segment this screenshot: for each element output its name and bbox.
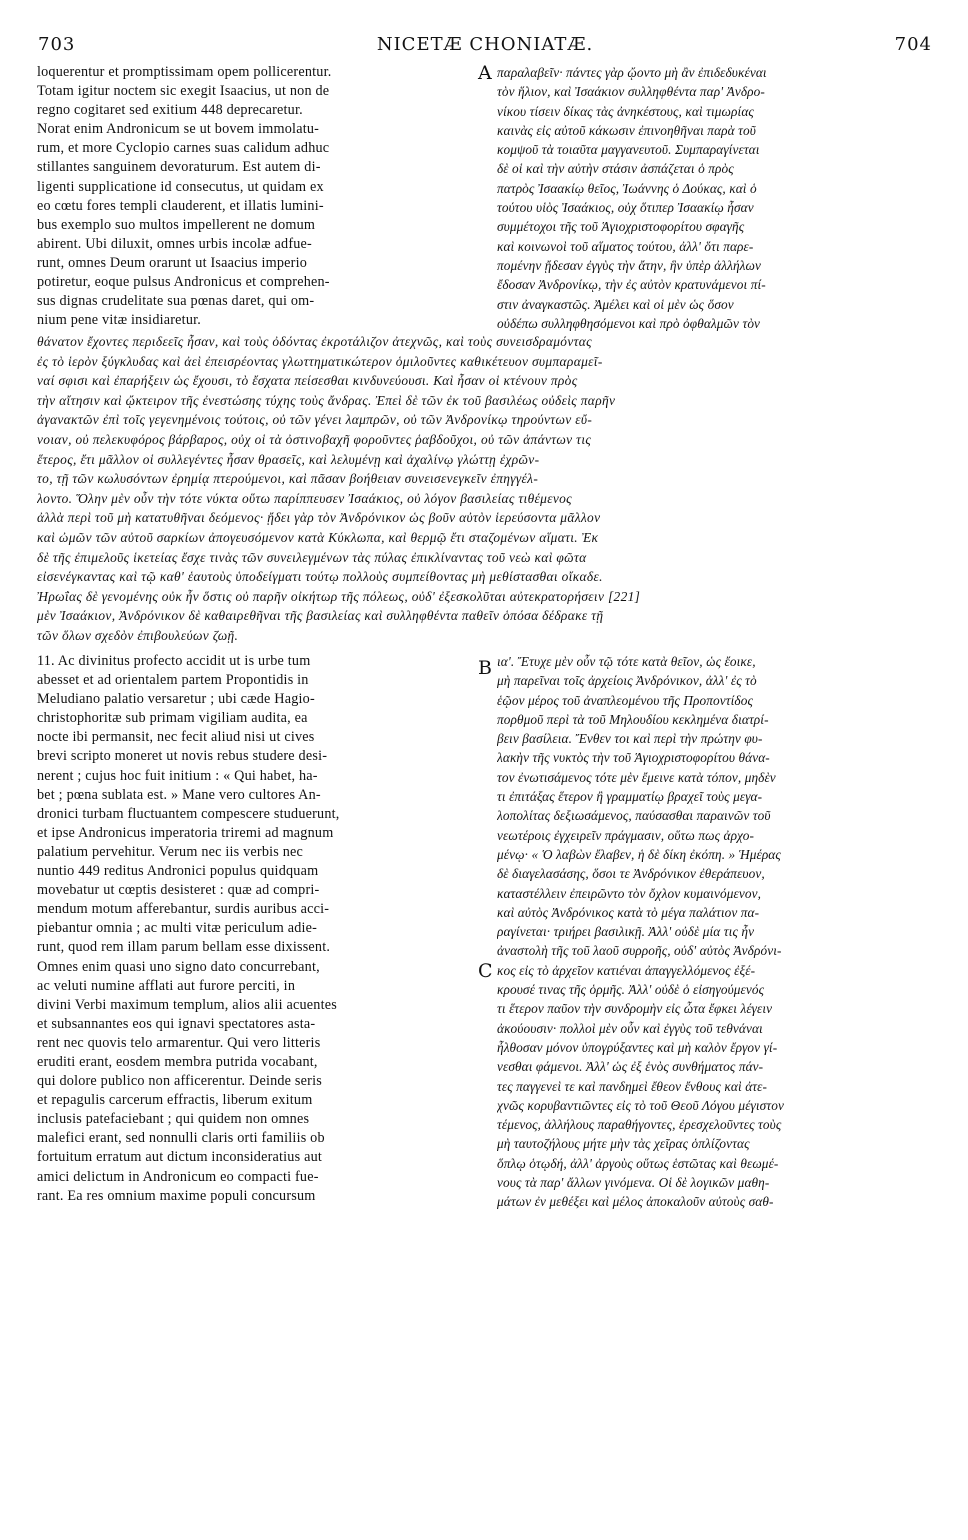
greek-text-line: ἕτερος, ἔτι μᾶλλον οἱ συλλεγέντες ἦσαν θρασεῖς, καὶ λελυμένῃ καὶ ἀχαλίνῳ γλώττῃ ἐχρῶν- [37,451,540,467]
latin-text-line: mendum motum afferebantur, surdis auribus acci- [37,901,330,918]
greek-text-line: τὴν αἴτησιν καὶ ᾤκτειρον τῆς ἐνεστώσης τύχης τοὺς ἄνδρας. Ἐπεὶ δὲ τῶν ἐκ τοῦ βασιλέως οὐδεὶς παρῆν [37,392,616,408]
greek-text-line: χνῶς κορυβαντιῶντες εἰς τὸ τοῦ Θεοῦ Λόγου μέγιστον [497,1097,784,1113]
latin-text-line: rum, et more Cyclopio carnes suas calidum adhuc [37,140,330,157]
latin-text-line: stillantes sanguinem devoraturum. Est autem di- [37,159,321,176]
right-page-number: 704 [894,34,932,55]
greek-text-line: δὲ τῆς ἐπιμελοῦς ἱκετείας ἔσχε τινὰς τῶν συνειλεγμένων τὰς πύλας ἐπικλίναντας τοῦ νεὼ καὶ φῶτα [37,549,587,565]
greek-text-line: ἀλλὰ περὶ τοῦ μὴ κατατυθῆναι δεόμενος· ᾔδει γὰρ τὸν Ἀνδρόνικον ὡς βοῦν αὐτὸν ἱερεύσοντα μᾶλλον [37,510,601,526]
latin-text-line: christophoritæ sub primam vigiliam audita, ea [37,710,308,727]
latin-text-line: et subsannantes eos qui ignavi spectatores asta- [37,1015,316,1032]
latin-text-line: palatium pervehitur. Verum nec iis verbis nec [37,843,304,860]
greek-text-line: πατρὸς Ἰσαακίῳ θεῖος, Ἰωάννης ὁ Δούκας, καὶ ὁ [497,180,757,196]
greek-text-line: τέμενος, ἀλλήλους παραθήγοντες, ἐρεσχελοῦντες τοὺς [497,1117,782,1133]
latin-text-line: Totam igitur noctem sic exegit Isaacius, ut non de [37,83,330,100]
latin-text-line: nerent ; cujus hoc fuit initium : « Qui habet, ha- [37,767,318,784]
latin-text-line: bus exemplo suo multos impellerent ne domum [37,216,316,233]
greek-text-line: ἔδοσαν Ἀνδρονίκῳ, τὴν ἐς αὐτὸν κρατυνάμενοι πί- [497,277,766,293]
greek-text-line: ραγίνεται· τριήρει βασιλικῇ. Ἀλλ' οὐδὲ μία τις ἦν [497,924,755,940]
greek-text-line: νεωτέροις ἐγχειρεῖν πράγμασιν, οὕτω πως ἀρχο- [497,827,754,843]
greek-text-line: καινὰς εἰς αὐτοῦ κάκωσιν ἐπινοηθῆναι παρὰ τοῦ [497,122,756,138]
greek-text-line: στιν ἀναγκαστῶς. Ἀμέλει καὶ οἱ μὲν ὡς ὅσον [497,296,734,312]
greek-text-line: πομένην ᾔδεσαν ἐγγὺς τὴν ἄτην, ἣν ὑπὲρ ἀλλήλων [497,257,762,273]
latin-text-line: ligenti supplicatione id consecutus, ut quidam ex [37,178,324,195]
greek-text-line: καὶ κοινωνοὶ τοῦ αἵματος τούτου, ἀλλ' ὅτι παρε- [497,238,754,254]
latin-text-line: runt, omnes Deum orarunt ut Isaacius imperio [37,254,308,271]
greek-text-line: ἀναστολὴ τῆς τοῦ λαοῦ συρροῆς, οὐδ' αὐτὸς Ἀνδρόνι- [497,943,782,959]
greek-text-line: νοιαν, οὐ πελεκυφόρος βάρβαρος, οὐχ οἱ τὰ ὀστινοβαχῆ φοροῦντες ῥαβδοῦχοι, οὐ τῶν ἁπάντων τις [37,431,592,447]
greek-text-line: λοπολίτας δεξιωσάμενος, παύσασθαι παραινῶν τοῦ [497,808,771,824]
latin-text-line: Omnes enim quasi uno signo dato concurrebant, [37,958,320,975]
margin-mark-a: A [478,62,492,84]
greek-text-line: ἐς τὸ ἱερὸν ξύγκλυδας καὶ ἀεὶ ἐπεισρέοντας γλωττηματικώτερον ὁμιλοῦντες καθικέτευον συμπαραμεῖ- [37,353,603,369]
greek-text-line: μάτων ἐν μεθέξει καὶ μέλος ἀποκαλοῦν αὐτοὺς σαθ- [497,1194,774,1210]
latin-text-line: bet ; pœna sublata est. » Mane vero cultores An- [37,786,321,803]
latin-column-section-1 [37,63,473,333]
running-title: NICETÆ CHONIATÆ. [376,34,594,55]
latin-text-line: Norat enim Andronicum se ut bovem immolatu- [37,121,320,138]
greek-text-line: τούτου υἱὸς Ἰσαάκιος, οὐχ ὅτιπερ Ἰσαακίῳ ἦσαν [497,200,754,216]
greek-text-line: τες παγγενεὶ τε καὶ πανδημεὶ ἔθεον ἔνθους καὶ ἀτε- [497,1078,768,1094]
latin-text-line: loquerentur et promptissimam opem pollicerentur. [37,64,332,80]
greek-text-line: τὸν ἥλιον, καὶ Ἰσαάκιον συλληφθέντα παρ' Ἀνδρο- [497,84,765,100]
latin-text-line: qui dolore publico non afficerentur. Deinde seris [37,1073,322,1090]
greek-text-line: δὲ οἱ καὶ τὴν αὐτὴν στάσιν ἀσπάζεται ὁ πρὸς [497,161,734,177]
greek-text-line: μένῳ· « Ὁ λαβὼν ἔλαβεν, ἡ δὲ δίκη ἐκόπη. » Ἡμέρας [497,846,781,862]
greek-column-section-1 [497,63,935,337]
latin-text-line: et ipse Andronicus imperatoria triremi ad magnum [37,824,334,841]
latin-text-line: amici delictum in Andronicum eo compacti fue- [37,1168,319,1185]
latin-column-section-2 [37,652,473,1214]
greek-text-line: καὶ ὠμῶν τῶν αὐτοῦ σαρκίων ἀπογευσόμενον κατὰ Κύκλωπα, καὶ θερμῷ ἔτι σταζομένων αἵματι. Ἐκ [37,529,599,545]
latin-text-line: runt, quod rem illam parum bellam esse dixissent. [37,939,331,956]
greek-text-line: νους τὰ παρ' ἄλλων γινόμενα. Οἱ δὲ λογικῶν μαθη- [497,1175,770,1191]
greek-text-line: οὐδέπω συλληφθησόμενοι καὶ πρὸ ὀφθαλμῶν τὸν [497,315,761,331]
latin-text-line: Meludiano palatio versaretur ; ubi cæde Hagio- [37,691,315,708]
greek-column-section-2 [497,652,935,1218]
latin-text-line: ac veluti numine afflati aut furore perciti, in [37,977,296,994]
running-header [38,34,932,60]
greek-text-line: ἦλθοσαν μόνον ὑπογρύξαντες καὶ μὴ καλὸν ἔργον γί- [497,1039,778,1055]
latin-text-line: rent nec quovis telo armarentur. Qui vero litteris [37,1034,321,1051]
latin-text-line: fortuitum erratum aut dictum inconsideratius aut [37,1149,323,1166]
left-page-number: 703 [38,34,76,55]
greek-text-line: κος εἰς τὸ ἀρχεῖον κατιέναι ἀπαγγελλόμενος ἐξέ- [497,962,756,978]
greek-text-line: τι ἐπιτάξας ἕτερον ἢ γραμματίῳ βραχεῖ τοὺς μεγα- [497,789,763,805]
greek-text-line: τι ἕτερον παῦον τὴν συνδρομὴν εἰς ὦτα ἔφκει λέγειν [497,1001,773,1017]
greek-text-line: ἀγανακτῶν ἐπὶ τοῖς γεγενημένοις τούτοις, οὐ τῶν γένει λαμπρῶν, οὐ τῶν Ἀνδρονίκῳ τηρούντων εὔ- [37,412,593,428]
latin-text-line: eruditi erant, eosdem membra putrida vocabant, [37,1053,318,1070]
latin-text-line: et repagulis carcerum effractis, liberum exitum [37,1092,313,1109]
greek-text-line: εἰσενέγκαντας καὶ τῷ καθ' ἑαυτοὺς ὑποδείγματι τούτῳ πολλοὺς συμπείθοντας μὴ μεθίστασθαι οἴκαδε. [37,569,603,585]
margin-mark-b: B [478,657,492,679]
greek-text-line: λακὴν τῆς νυκτὸς τὴν τοῦ Ἁγιοχριστοφορίτου θάνα- [497,750,770,766]
greek-text-line: δὲ διαγελασάσης, ὅσοι τε Ἀνδρόνικον ἐθεράπευον, [497,866,765,882]
greek-text-line: βειν βασίλεια. Ἔνθεν τοι καὶ περὶ τὴν πρώτην φυ- [497,731,763,747]
latin-text-line: eo cœtu fores templi clauderent, et illatis lumini- [37,197,324,214]
greek-text-line: κρουσέ τινας τῆς ὁρμῆς. Ἀλλ' οὐδὲ ὁ εἰσηγούμενός [497,982,765,998]
latin-text-line: dronici turbam fluctuantem compescere studuerunt, [37,805,340,822]
latin-text-line: nocte ibi permansit, nec fecit aliud nisi ut cives [37,729,315,746]
latin-text-line: potiretur, eoque pulsus Andronicus et comprehen- [37,274,330,291]
latin-text-line: movebatur ut cœptis desisteret : quæ ad compri- [37,882,320,899]
latin-text-line: nuntio 449 reditus Andronici populus quidquam [37,863,319,880]
latin-text-line: divini Verbi maximum templum, alios alii acuentes [37,996,337,1013]
greek-text-line: μὲν Ἰσαάκιον, Ἀνδρόνικον δὲ καθαιρεθῆναι τῆς βασιλείας καὶ συλληφθέντα παθεῖν ὁπόσα δέδρακε τῇ [37,608,604,624]
greek-text-line: συμμέτοχοι τῆς τοῦ Ἁγιοχριστοφορίτου σφαγῆς [497,219,745,235]
greek-text-line: παραλαβεῖν· πάντες γὰρ ᾤοντο μὴ ἂν ἐπιδεδυκέναι [497,65,767,80]
greek-text-line: ια'. Ἔτυχε μὲν οὖν τῷ τότε κατὰ θεῖον, ὡς ἔοικε, [497,654,756,669]
margin-mark-c: C [478,960,493,982]
greek-text-line: ἀκούουσιν· πολλοὶ μὲν οὖν καὶ ἐγγὺς τοῦ τεθνάναι [497,1020,763,1036]
latin-text-line: rant. Ea res omnium maxime populi concursum [37,1187,316,1204]
greek-text-line: ὅπλῳ ὁτῳδή, ἀλλ' ἀργοὺς οὕτως ἑστῶτας καὶ θεωμέ- [497,1155,779,1171]
greek-text-line: Ἠρωΐας δὲ γενομένης οὐκ ἦν ὅστις οὐ παρῆν οἰκήτωρ τῆς πόλεως, οὐδ' ἐξεσκολῦται αὐτεκρατορήσειν [221] [37,588,641,604]
latin-text-line: inclusis patefaciebant ; qui quidem non omnes [37,1111,310,1128]
latin-text-line: sus dignas crudelitate sua pœnas daret, qui om- [37,293,315,310]
greek-text-line: το, τῇ τῶν κωλυσόντων ἐρημίᾳ πτερούμενοι, καὶ πᾶσαν βοήθειαν συνεισενεγκεῖν ἐπηγγέλ- [37,471,539,487]
greek-text-line: καταστέλλειν ἐπειρῶντο τὸν ὄχλον κυμαινόμενον, [497,885,762,901]
latin-text-line: 11. Ac divinitus profecto accidit ut is urbe tum [37,653,311,669]
greek-text-line: πορθμοῦ περὶ τὰ τοῦ Μηλουδίου κεκλημένα διατρί- [497,711,769,727]
greek-text-line: νίκου τίσειν δίκας τὰς ἀνηκέστους, καὶ τιμωρίας [497,103,754,119]
greek-text-line: θάνατον ἔχοντες περιδεεῖς ἦσαν, καὶ τοὺς ὀδόντας ἐκροτάλιζον ἀτεχνῶς, καὶ τοὺς συνεισδραμόντας [37,334,592,349]
greek-text-line: μὴ παρεῖναι τοῖς ἀρχείοις Ἀνδρόνικον, ἀλλ' ἐς τὸ [497,673,757,689]
latin-text-line: abirent. Ubi diluxit, omnes urbis incolæ adfue- [37,235,312,252]
greek-fullwidth-passage [37,332,935,648]
latin-text-line: nium pene vitæ insidiaretur. [37,312,202,329]
greek-text-line: ναί σφισι καὶ ἐπαρήξειν ὡς ἔχουσι, τὸ ἔσχατα πείσεσθαι κινδυνεύουσι. Καὶ ἦσαν οἱ κτένουν πρὸς [37,373,578,389]
greek-text-line: μὴ ταυτοζήλους μήτε μὴν τὰς χεῖρας ὁπλίζοντας [497,1136,750,1152]
greek-text-line: ἑῷον μέρος τοῦ ἀναπλεομένου τῆς Προποντίδος [497,692,753,708]
greek-text-line: καὶ αὐτὸς Ἀνδρόνικος κατὰ τὸ μέγα παλάτιον πα- [497,904,760,920]
latin-text-line: brevi scripto moneret ut novis rebus studere desi- [37,748,328,765]
latin-text-line: malefici erant, sed nonnulli claris orti familiis ob [37,1130,325,1147]
greek-text-line: κομψοῦ τὰ τοιαῦτα μαγγανευτοῦ. Συμπαραγίνεται [497,142,760,158]
greek-text-line: τον ἐνωτισάμενος τότε μὲν ἔμεινε κατὰ τόπον, μηδὲν [497,769,776,785]
latin-text-line: piebantur omnia ; ac multi vitæ periculum adie- [37,920,318,937]
latin-text-line: abesset et ad orientalem partem Propontidis in [37,672,309,689]
greek-text-line: λοντο. Ὅλην μὲν οὖν τὴν τότε νύκτα οὕτω παρίππευσεν Ἰσαάκιος, οὐ λόγον βασιλείας τιθέμενος [37,490,572,506]
greek-text-line: νεσθαι φάμενοι. Ἀλλ' ὡς ἐξ ἑνὸς συνθήματος πάν- [497,1059,764,1075]
latin-text-line: regno cogitaret sed exitium 448 deprecaretur. [37,102,303,119]
greek-text-line: τῶν ὅλων σχεδὸν ἐπιβουλεύων ζωῇ. [37,627,239,643]
